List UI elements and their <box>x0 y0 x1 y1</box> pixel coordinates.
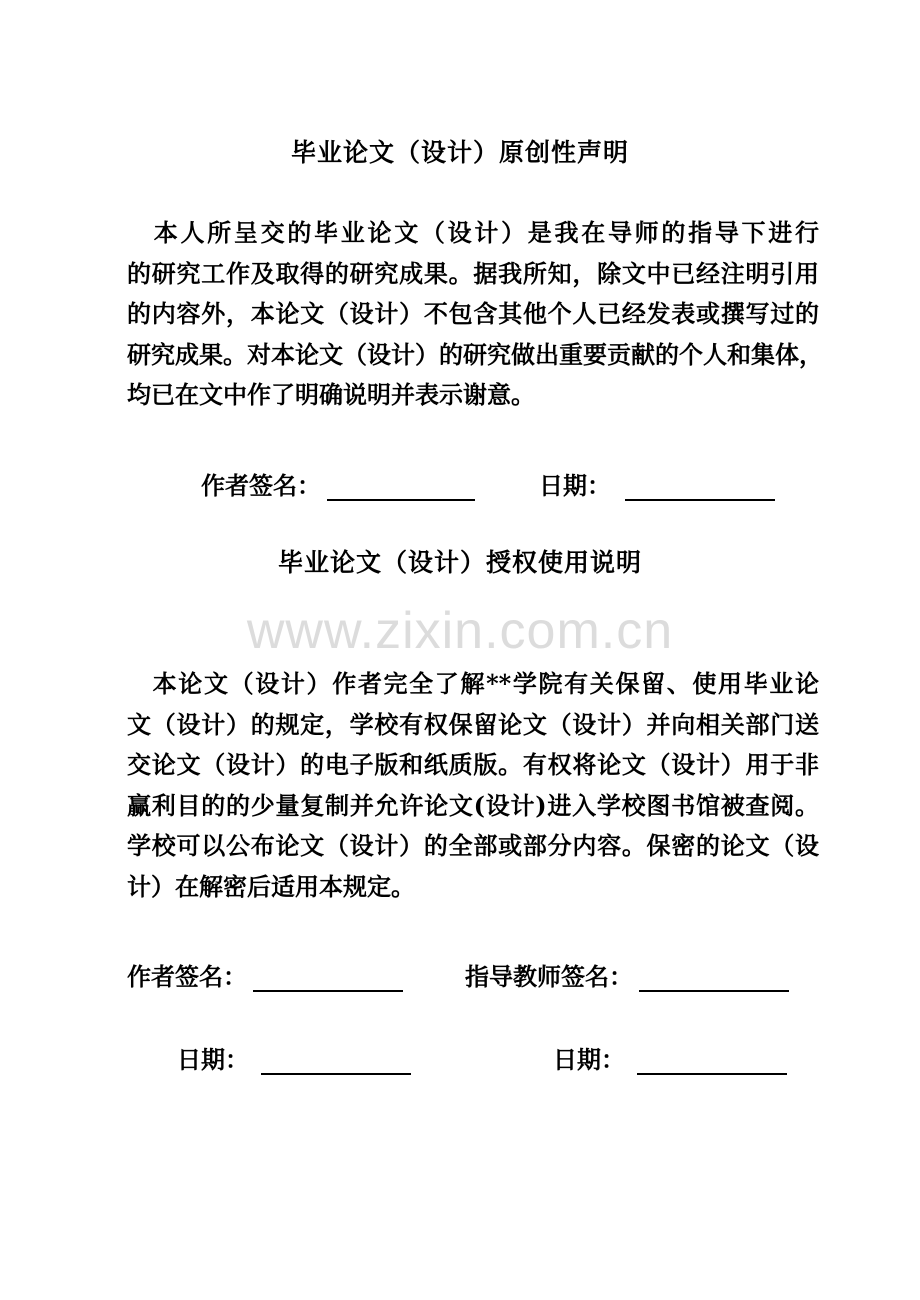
advisor-date-label: 日期： <box>553 1045 625 1074</box>
authorization-line: 计）在解密后适用本规定。 <box>127 871 415 901</box>
author-date-blank[interactable] <box>261 1047 411 1075</box>
author-signature-blank[interactable] <box>253 964 403 992</box>
author-signature-label: 作者签名： <box>127 962 247 991</box>
date-blank[interactable] <box>625 473 775 501</box>
advisor-signature-field <box>465 957 789 992</box>
author-date-label: 日期： <box>177 1045 249 1074</box>
declaration-line: 的研究工作及取得的研究成果。据我所知，除文中已经注明引用 <box>127 258 819 288</box>
advisor-signature-blank[interactable] <box>639 964 789 992</box>
authorization-line: 本论文（设计）作者完全了解**学院有关保留、使用毕业论 <box>127 669 819 698</box>
author-signature-label: 作者签名： <box>201 471 321 500</box>
authorization-author-signature-field <box>127 957 403 992</box>
declaration-line: 本人所呈交的毕业论文（设计）是我在导师的指导下进行 <box>127 218 819 247</box>
advisor-date-blank[interactable] <box>637 1047 787 1075</box>
authorization-line: 赢利目的的少量复制并允许论文(设计)进入学校图书馆被查阅。 <box>127 790 819 820</box>
authorization-title: 毕业论文（设计）授权使用说明 <box>277 548 642 577</box>
authorization-line: 学校可以公布论文（设计）的全部或部分内容。保密的论文（设 <box>127 831 819 861</box>
declaration-paragraph <box>127 213 823 416</box>
declaration-title: 毕业论文（设计）原创性声明 <box>290 138 629 167</box>
date-label: 日期： <box>539 471 611 500</box>
declaration-line: 的内容外，本论文（设计）不包含其他个人已经发表或撰写过的 <box>127 299 819 329</box>
authorization-author-date-field <box>177 1040 411 1075</box>
advisor-date-field <box>553 1040 787 1075</box>
declaration-author-signature-field <box>201 466 475 501</box>
authorization-line: 交论文（设计）的电子版和纸质版。有权将论文（设计）用于非 <box>127 750 819 780</box>
authorization-line: 文（设计）的规定，学校有权保留论文（设计）并向相关部门送 <box>127 709 819 739</box>
declaration-line: 均已在文中作了明确说明并表示谢意。 <box>127 380 535 410</box>
watermark: www.zixin.com.cn <box>246 602 674 660</box>
author-signature-blank[interactable] <box>327 473 475 501</box>
authorization-paragraph <box>127 664 819 908</box>
advisor-signature-label: 指导教师签名： <box>465 962 633 991</box>
declaration-line: 研究成果。对本论文（设计）的研究做出重要贡献的个人和集体， <box>127 339 823 369</box>
declaration-date-field <box>539 466 775 501</box>
